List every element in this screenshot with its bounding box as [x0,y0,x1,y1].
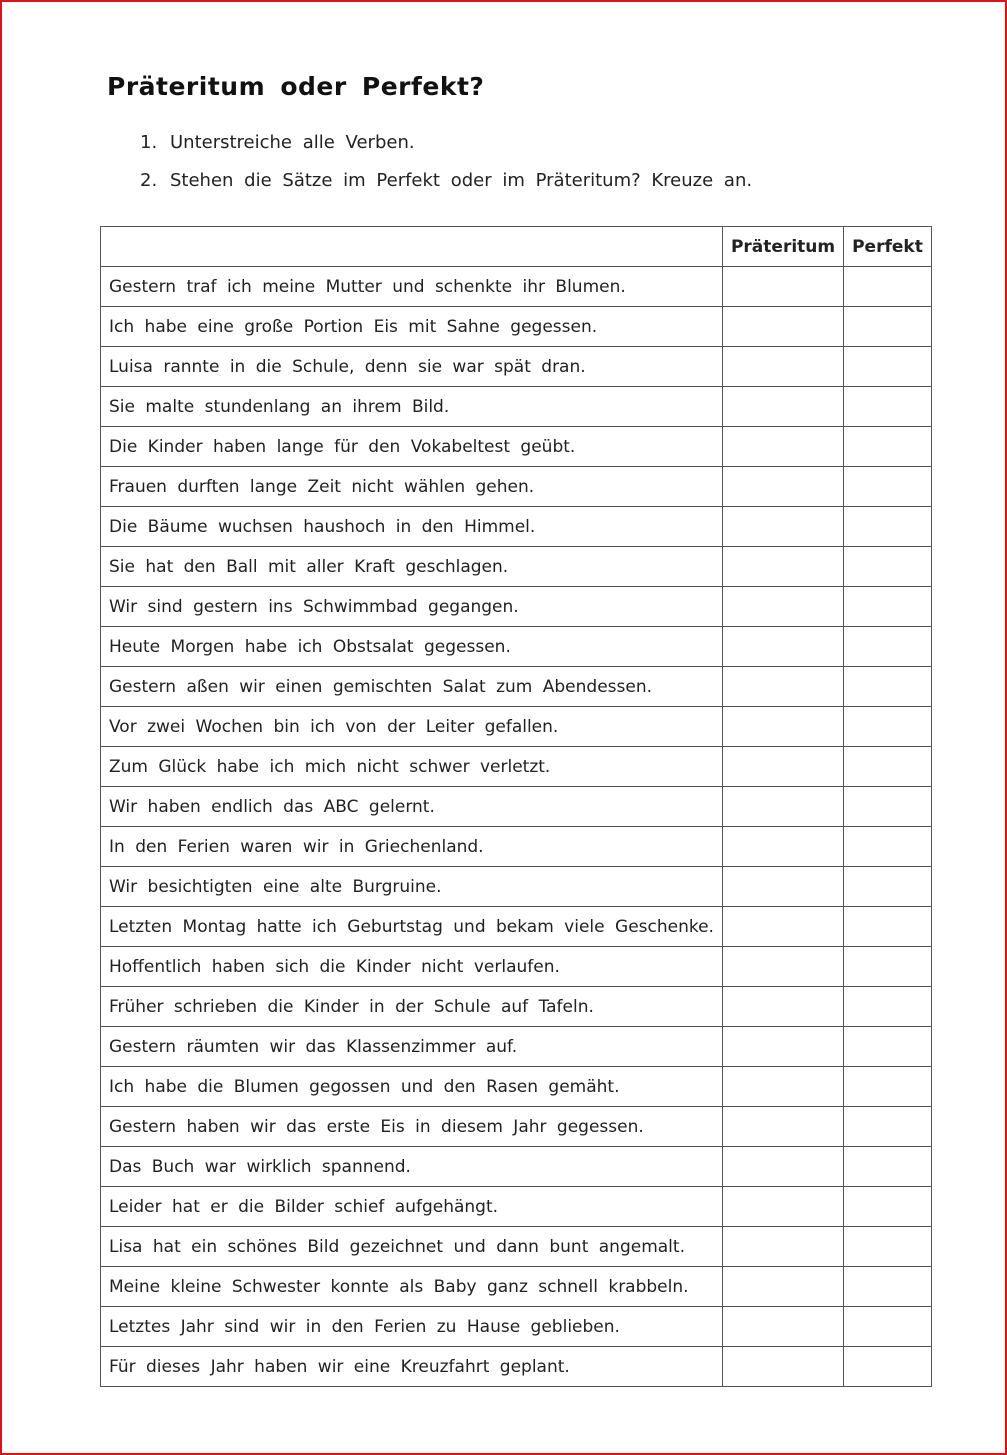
praeteritum-checkbox-cell[interactable] [722,667,843,707]
perfekt-checkbox-cell[interactable] [844,987,932,1027]
praeteritum-checkbox-cell[interactable] [722,507,843,547]
perfekt-checkbox-cell[interactable] [844,347,932,387]
sentence-cell: Gestern räumten wir das Klassenzimmer auf. [101,1027,723,1067]
sentence-cell: Letztes Jahr sind wir in den Ferien zu Hause geblieben. [101,1307,723,1347]
praeteritum-checkbox-cell[interactable] [722,1347,843,1387]
sentence-cell: Sie hat den Ball mit aller Kraft geschlagen. [101,547,723,587]
sentence-cell: Luisa rannte in die Schule, denn sie war spät dran. [101,347,723,387]
table-row [101,1347,932,1387]
table-row [101,547,932,587]
sentence-cell: Ich habe die Blumen gegossen und den Rasen gemäht. [101,1067,723,1107]
table-row [101,347,932,387]
table-row [101,427,932,467]
table-row [101,1267,932,1307]
sentence-cell: Frauen durften lange Zeit nicht wählen gehen. [101,467,723,507]
praeteritum-checkbox-cell[interactable] [722,1267,843,1307]
sentence-cell: Ich habe eine große Portion Eis mit Sahne gegessen. [101,307,723,347]
worksheet-title: Präteritum oder Perfekt? [107,72,485,101]
table-row [101,1107,932,1147]
praeteritum-checkbox-cell[interactable] [722,267,843,307]
perfekt-checkbox-cell[interactable] [844,267,932,307]
praeteritum-checkbox-cell[interactable] [722,747,843,787]
praeteritum-checkbox-cell[interactable] [722,307,843,347]
perfekt-checkbox-cell[interactable] [844,867,932,907]
sentence-cell: In den Ferien waren wir in Griechenland. [101,827,723,867]
table-row [101,1227,932,1267]
perfekt-checkbox-cell[interactable] [844,1067,932,1107]
perfekt-checkbox-cell[interactable] [844,1347,932,1387]
perfekt-checkbox-cell[interactable] [844,1267,932,1307]
table-row [101,587,932,627]
praeteritum-checkbox-cell[interactable] [722,1067,843,1107]
praeteritum-checkbox-cell[interactable] [722,867,843,907]
table-row [101,387,932,427]
sentence-cell: Heute Morgen habe ich Obstsalat gegessen. [101,627,723,667]
praeteritum-checkbox-cell[interactable] [722,627,843,667]
sentence-cell: Zum Glück habe ich mich nicht schwer verletzt. [101,747,723,787]
task-number: 2. [140,170,158,191]
perfekt-checkbox-cell[interactable] [844,1227,932,1267]
table-row [101,947,932,987]
sentence-cell: Sie malte stundenlang an ihrem Bild. [101,387,723,427]
perfekt-checkbox-cell[interactable] [844,387,932,427]
perfekt-checkbox-cell[interactable] [844,307,932,347]
sentence-cell: Hoffentlich haben sich die Kinder nicht verlaufen. [101,947,723,987]
header-perfekt: Perfekt [844,227,932,267]
praeteritum-checkbox-cell[interactable] [722,827,843,867]
perfekt-checkbox-cell[interactable] [844,507,932,547]
sentence-cell: Früher schrieben die Kinder in der Schule auf Tafeln. [101,987,723,1027]
table-row [101,627,932,667]
sentence-cell: Lisa hat ein schönes Bild gezeichnet und dann bunt angemalt. [101,1227,723,1267]
table-row [101,707,932,747]
praeteritum-checkbox-cell[interactable] [722,987,843,1027]
table-row [101,867,932,907]
table-row [101,787,932,827]
perfekt-checkbox-cell[interactable] [844,1107,932,1147]
table-row [101,1307,932,1347]
perfekt-checkbox-cell[interactable] [844,1147,932,1187]
table-row [101,667,932,707]
sentence-cell: Die Bäume wuchsen haushoch in den Himmel. [101,507,723,547]
praeteritum-checkbox-cell[interactable] [722,587,843,627]
praeteritum-checkbox-cell[interactable] [722,707,843,747]
sentence-cell: Die Kinder haben lange für den Vokabeltest geübt. [101,427,723,467]
table-row [101,1147,932,1187]
perfekt-checkbox-cell[interactable] [844,427,932,467]
task-text: Stehen die Sätze im Perfekt oder im Präteritum? Kreuze an. [170,170,753,191]
sentence-cell: Vor zwei Wochen bin ich von der Leiter gefallen. [101,707,723,747]
task-item [140,168,752,206]
praeteritum-checkbox-cell[interactable] [722,427,843,467]
sentence-cell: Gestern haben wir das erste Eis in diesem Jahr gegessen. [101,1107,723,1147]
perfekt-checkbox-cell[interactable] [844,1307,932,1347]
perfekt-checkbox-cell[interactable] [844,947,932,987]
header-sentence [101,227,723,267]
sentence-cell: Gestern traf ich meine Mutter und schenkte ihr Blumen. [101,267,723,307]
table-row [101,1027,932,1067]
table-row [101,307,932,347]
praeteritum-checkbox-cell[interactable] [722,1307,843,1347]
table-row [101,747,932,787]
perfekt-checkbox-cell[interactable] [844,667,932,707]
header-praeteritum: Präteritum [722,227,843,267]
praeteritum-checkbox-cell[interactable] [722,947,843,987]
praeteritum-checkbox-cell[interactable] [722,547,843,587]
praeteritum-checkbox-cell[interactable] [722,907,843,947]
table-row [101,467,932,507]
task-text: Unterstreiche alle Verben. [170,132,415,153]
sentence-cell: Gestern aßen wir einen gemischten Salat zum Abendessen. [101,667,723,707]
table-row [101,1187,932,1227]
praeteritum-checkbox-cell[interactable] [722,1027,843,1067]
perfekt-checkbox-cell[interactable] [844,587,932,627]
perfekt-checkbox-cell[interactable] [844,787,932,827]
perfekt-checkbox-cell[interactable] [844,827,932,867]
table-row [101,907,932,947]
praeteritum-checkbox-cell[interactable] [722,467,843,507]
perfekt-checkbox-cell[interactable] [844,1027,932,1067]
table-header-row [101,227,932,267]
perfekt-checkbox-cell[interactable] [844,747,932,787]
praeteritum-checkbox-cell[interactable] [722,387,843,427]
perfekt-checkbox-cell[interactable] [844,627,932,667]
perfekt-checkbox-cell[interactable] [844,547,932,587]
task-list [140,130,752,206]
praeteritum-checkbox-cell[interactable] [722,1227,843,1267]
sentence-cell: Leider hat er die Bilder schief aufgehängt. [101,1187,723,1227]
table-row [101,507,932,547]
perfekt-checkbox-cell[interactable] [844,1187,932,1227]
table-row [101,267,932,307]
praeteritum-checkbox-cell[interactable] [722,1147,843,1187]
sentence-cell: Für dieses Jahr haben wir eine Kreuzfahrt geplant. [101,1347,723,1387]
table-row [101,1067,932,1107]
sentence-cell: Wir sind gestern ins Schwimmbad gegangen. [101,587,723,627]
praeteritum-checkbox-cell[interactable] [722,787,843,827]
table-row [101,827,932,867]
task-number: 1. [140,132,158,153]
sentence-cell: Wir haben endlich das ABC gelernt. [101,787,723,827]
table-row [101,987,932,1027]
praeteritum-checkbox-cell[interactable] [722,1107,843,1147]
sentence-cell: Wir besichtigten eine alte Burgruine. [101,867,723,907]
sentence-table [100,226,932,1387]
praeteritum-checkbox-cell[interactable] [722,1187,843,1227]
sentence-cell: Meine kleine Schwester konnte als Baby ganz schnell krabbeln. [101,1267,723,1307]
task-item [140,130,752,168]
praeteritum-checkbox-cell[interactable] [722,347,843,387]
perfekt-checkbox-cell[interactable] [844,707,932,747]
sentence-cell: Letzten Montag hatte ich Geburtstag und bekam viele Geschenke. [101,907,723,947]
perfekt-checkbox-cell[interactable] [844,907,932,947]
perfekt-checkbox-cell[interactable] [844,467,932,507]
sentence-cell: Das Buch war wirklich spannend. [101,1147,723,1187]
